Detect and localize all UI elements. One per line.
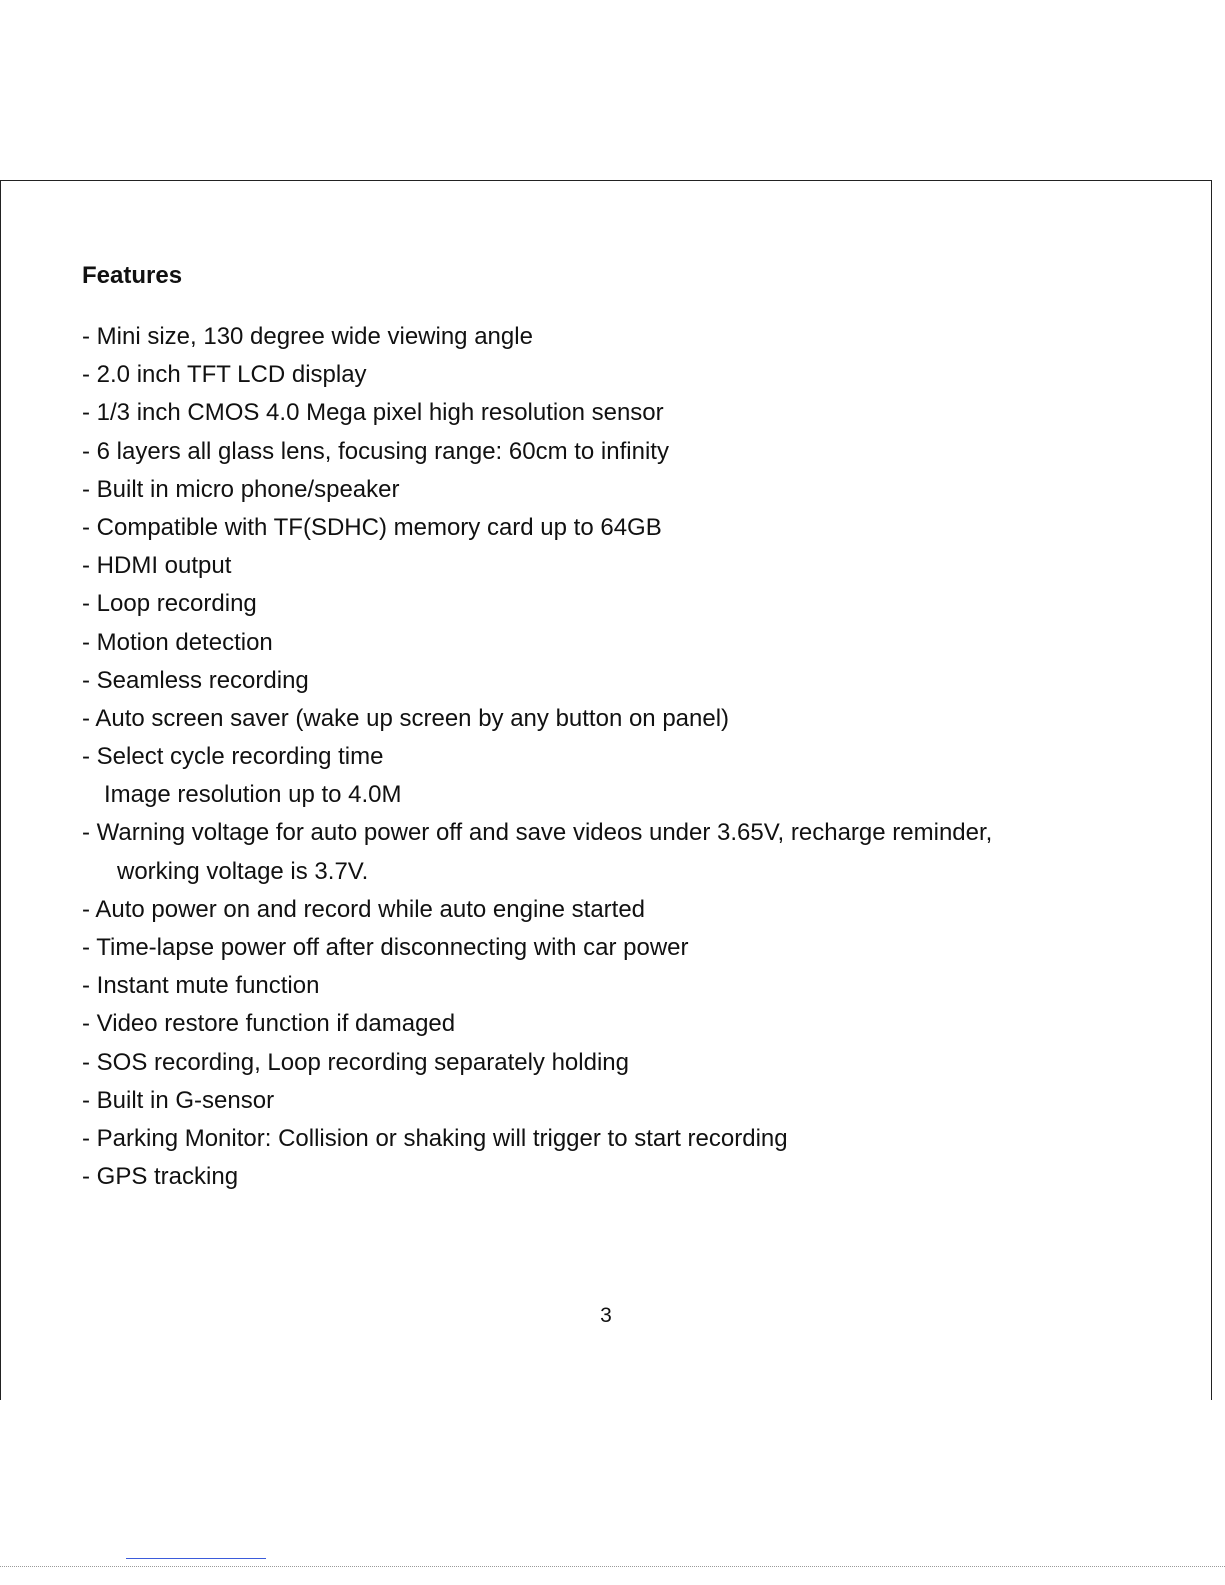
footer-divider <box>0 1566 1225 1567</box>
feature-item: - Select cycle recording time <box>82 743 384 771</box>
feature-item: - 1/3 inch CMOS 4.0 Mega pixel high resolution sensor <box>82 399 664 427</box>
feature-item: - Loop recording <box>82 590 257 618</box>
feature-item-continuation: Image resolution up to 4.0M <box>104 781 402 809</box>
feature-item: - HDMI output <box>82 552 232 580</box>
feature-item: - 2.0 inch TFT LCD display <box>82 361 367 389</box>
feature-item: - Time-lapse power off after disconnecting with car power <box>82 934 689 961</box>
feature-item: - Warning voltage for auto power off and save videos under 3.65V, recharge reminder, <box>82 819 993 847</box>
page-number: 3 <box>600 1304 612 1327</box>
footer-link-underline <box>126 1558 266 1559</box>
feature-item: - Video restore function if damaged <box>82 1010 456 1038</box>
feature-item: - Seamless recording <box>82 666 309 694</box>
feature-item-continuation: working voltage is 3.7V. <box>117 857 369 885</box>
feature-item: - Mini size, 130 degree wide viewing angle <box>82 323 533 350</box>
feature-item: - Auto screen saver (wake up screen by any button on panel) <box>82 704 730 732</box>
feature-item: - Compatible with TF(SDHC) memory card up to 64GB <box>82 513 662 541</box>
feature-item: - Motion detection <box>82 628 273 656</box>
feature-item: - GPS tracking <box>82 1163 239 1191</box>
feature-item: - 6 layers all glass lens, focusing range: 60cm to infinity <box>82 437 669 465</box>
feature-item: - SOS recording, Loop recording separately holding <box>82 1048 629 1076</box>
feature-item: - Built in micro phone/speaker <box>82 475 400 503</box>
feature-item: - Built in G-sensor <box>82 1086 275 1114</box>
feature-item: - Instant mute function <box>82 972 320 1000</box>
feature-list <box>82 318 992 1196</box>
section-heading: Features <box>82 262 183 289</box>
feature-item: - Parking Monitor: Collision or shaking will trigger to start recording <box>82 1124 788 1152</box>
feature-item: - Auto power on and record while auto engine started <box>82 895 646 923</box>
